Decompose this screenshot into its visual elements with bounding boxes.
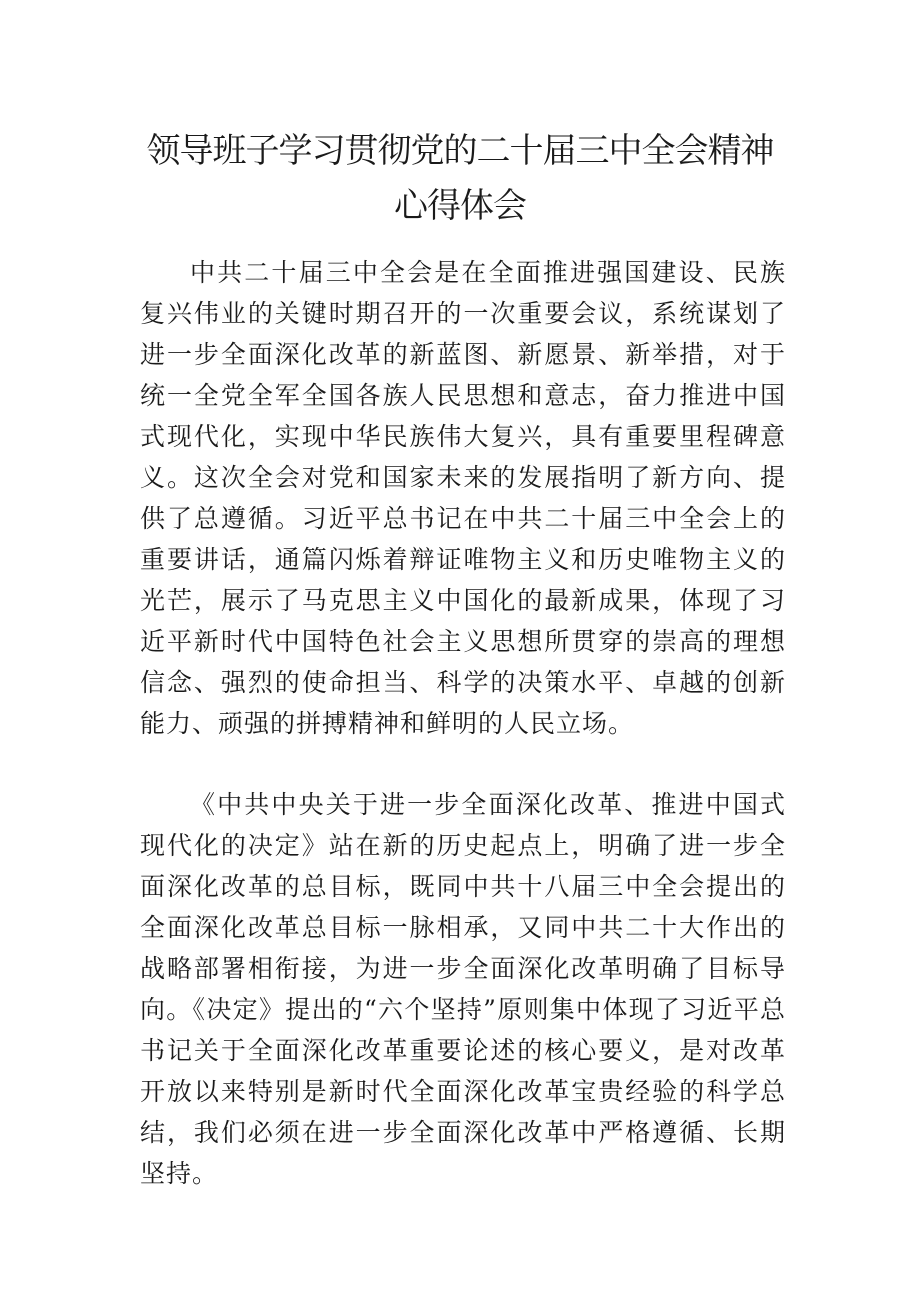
body-paragraph-1: 中共二十届三中全会是在全面推进强国建设、民族复兴伟业的关键时期召开的一次重要会议，系统谋划了进一步全面深化改革的新蓝图、新愿景、新举措，对于统一全党全军全国各族人民思想和意志，奋力推进中国式现代化，实现中华民族伟大复兴，具有重要里程碑意义。这次全会对党和国家未来的发展指明了新方向、提供了总遵循。习近平总书记在中共二十届三中全会上的重要讲话，通篇闪烁着辩证唯物主义和历史唯物主义的光芒，展示了马克思主义中国化的最新成果，体现了习近平新时代中国特色社会主义思想所贯穿的崇高的理想信念、强烈的使命担当、科学的决策水平、卓越的创新能力、顽强的拼搏精神和鲜明的人民立场。 bbox=[140, 258, 786, 738]
document-title: 领导班子学习贯彻党的二十届三中全会精神心得体会 bbox=[146, 131, 774, 226]
body-paragraph-2: 《中共中央关于进一步全面深化改革、推进中国式现代化的决定》站在新的历史起点上，明确了进一步全面深化改革的总目标，既同中共十八届三中全会提出的全面深化改革总目标一脉相承，又同中共二十大作出的战略部署相衔接，为进一步全面深化改革明确了目标导向。《决定》提出的“六个坚持”原则集中体现了习近平总书记关于全面深化改革重要论述的核心要义，是对改革开放以来特别是新时代全面深化改革宝贵经验的科学总结，我们必须在进一步全面深化改革中严格遵循、长期坚持。 bbox=[140, 790, 786, 1188]
